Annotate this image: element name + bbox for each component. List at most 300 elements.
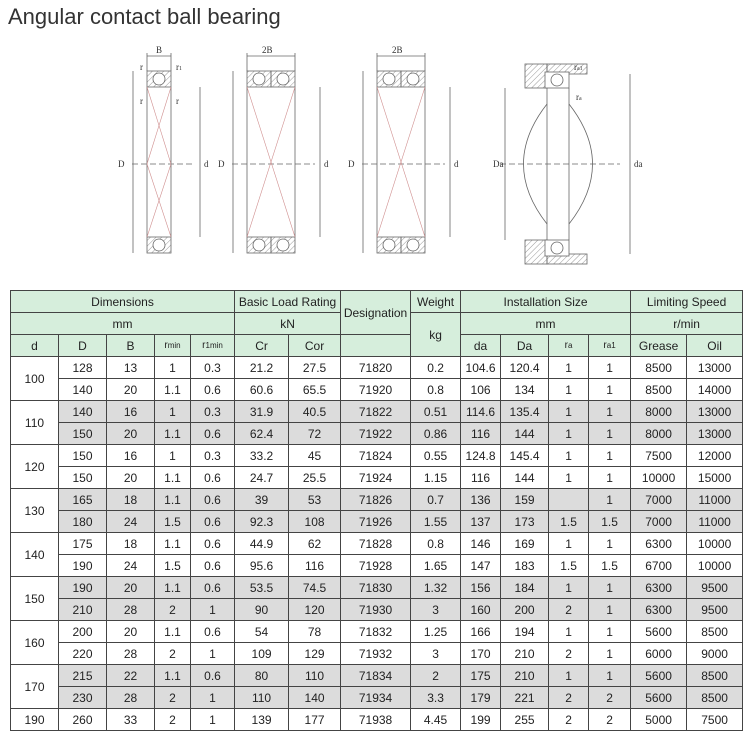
bearing-drawings <box>100 44 660 284</box>
cell-b: 20 <box>107 379 155 401</box>
header-weight: Weight <box>411 291 461 313</box>
single-bearing-drawing <box>132 53 200 253</box>
cell-da: 194 <box>501 621 549 643</box>
cell-designation: 71924 <box>341 467 411 489</box>
cell-b: 20 <box>107 621 155 643</box>
cell-oil: 8500 <box>687 665 743 687</box>
cell-bore-d: 130 <box>11 489 59 533</box>
cell-cor: 74.5 <box>289 577 341 599</box>
cell-r1min: 0.3 <box>191 357 235 379</box>
cell-cor: 62 <box>289 533 341 555</box>
cell-ra1: 1 <box>589 423 631 445</box>
cell-ra: 1 <box>549 423 589 445</box>
col-r1min: r1min <box>191 335 235 357</box>
cell-d: 150 <box>59 445 107 467</box>
paired-bearing-drawing-2 <box>362 53 450 253</box>
cell-ra: 1 <box>549 379 589 401</box>
col-cor: Cor <box>289 335 341 357</box>
header-dimensions: Dimensions <box>11 291 235 313</box>
cell-cor: 65.5 <box>289 379 341 401</box>
cell-ra1: 1 <box>589 577 631 599</box>
cell-da: 184 <box>501 577 549 599</box>
cell-r1min: 0.3 <box>191 401 235 423</box>
cell-cor: 40.5 <box>289 401 341 423</box>
cell-grease: 8000 <box>631 423 687 445</box>
cell-designation: 71920 <box>341 379 411 401</box>
cell-designation: 71928 <box>341 555 411 577</box>
cell-b: 18 <box>107 489 155 511</box>
cell-grease: 7000 <box>631 511 687 533</box>
cell-b: 22 <box>107 665 155 687</box>
cell-designation: 71926 <box>341 511 411 533</box>
cell-weight: 2 <box>411 665 461 687</box>
cell-da: 179 <box>461 687 501 709</box>
cell-weight: 0.8 <box>411 379 461 401</box>
col-cr: Cr <box>235 335 289 357</box>
cell-da: 134 <box>501 379 549 401</box>
cell-ra1: 1 <box>589 357 631 379</box>
page-title: Angular contact ball bearing <box>8 4 281 29</box>
cell-ra: 2 <box>549 709 589 731</box>
cell-cr: 95.6 <box>235 555 289 577</box>
paired-bearing-drawing-1 <box>232 53 320 253</box>
cell-designation: 71828 <box>341 533 411 555</box>
cell-bore-d: 150 <box>11 577 59 621</box>
table-row <box>11 379 743 401</box>
header-weight-unit: kg <box>411 313 461 357</box>
cell-cr: 90 <box>235 599 289 621</box>
header-installation: Installation Size <box>461 291 631 313</box>
cell-bore-d: 160 <box>11 621 59 665</box>
cell-rmin: 1.5 <box>155 555 191 577</box>
cell-designation: 71824 <box>341 445 411 467</box>
cell-r1min: 0.6 <box>191 467 235 489</box>
cell-bore-d: 100 <box>11 357 59 401</box>
label-d-inner-1: d <box>204 159 209 169</box>
cell-r1min: 1 <box>191 643 235 665</box>
cell-da: 135.4 <box>501 401 549 423</box>
cell-da: 116 <box>461 423 501 445</box>
cell-cr: 62.4 <box>235 423 289 445</box>
cell-cr: 44.9 <box>235 533 289 555</box>
label-2b-2: 2B <box>392 45 403 55</box>
cell-cor: 27.5 <box>289 357 341 379</box>
cell-cr: 53.5 <box>235 577 289 599</box>
cell-rmin: 2 <box>155 709 191 731</box>
cell-designation: 71820 <box>341 357 411 379</box>
cell-r1min: 1 <box>191 709 235 731</box>
cell-d: 260 <box>59 709 107 731</box>
cell-d: 230 <box>59 687 107 709</box>
cell-designation: 71830 <box>341 577 411 599</box>
cell-r1min: 0.6 <box>191 423 235 445</box>
table-row <box>11 709 743 731</box>
cell-weight: 1.15 <box>411 467 461 489</box>
cell-weight: 3 <box>411 643 461 665</box>
cell-ra1: 1 <box>589 445 631 467</box>
cell-bore-d: 110 <box>11 401 59 445</box>
cell-grease: 8500 <box>631 379 687 401</box>
cell-ra <box>549 489 589 511</box>
cell-ra: 1 <box>549 533 589 555</box>
cell-da: 166 <box>461 621 501 643</box>
table-row <box>11 489 743 511</box>
cell-b: 28 <box>107 687 155 709</box>
cell-grease: 6300 <box>631 599 687 621</box>
cell-grease: 8000 <box>631 401 687 423</box>
cell-da: 170 <box>461 643 501 665</box>
cell-designation: 71934 <box>341 687 411 709</box>
cell-ra: 1.5 <box>549 511 589 533</box>
col-B: B <box>107 335 155 357</box>
cell-da: 116 <box>461 467 501 489</box>
cell-weight: 4.45 <box>411 709 461 731</box>
header-load-rating: Basic Load Rating <box>235 291 341 313</box>
cell-cr: 109 <box>235 643 289 665</box>
cell-ra: 1 <box>549 665 589 687</box>
cell-b: 28 <box>107 599 155 621</box>
cell-r1min: 0.6 <box>191 665 235 687</box>
table-row <box>11 401 743 423</box>
cell-rmin: 1.1 <box>155 467 191 489</box>
cell-grease: 5000 <box>631 709 687 731</box>
cell-ra1: 1 <box>589 621 631 643</box>
cell-b: 20 <box>107 423 155 445</box>
cell-cor: 177 <box>289 709 341 731</box>
label-d-inner-3: d <box>454 159 459 169</box>
cell-rmin: 1.5 <box>155 511 191 533</box>
cell-b: 24 <box>107 555 155 577</box>
cell-ra1: 1.5 <box>589 555 631 577</box>
cell-designation: 71930 <box>341 599 411 621</box>
cell-cor: 116 <box>289 555 341 577</box>
cell-weight: 3.3 <box>411 687 461 709</box>
cell-cr: 24.7 <box>235 467 289 489</box>
label-da-inner: da <box>634 159 643 169</box>
cell-ra1: 1 <box>589 467 631 489</box>
cell-cor: 120 <box>289 599 341 621</box>
label-r: r <box>140 62 143 72</box>
cell-bore-d: 190 <box>11 709 59 731</box>
cell-grease: 5600 <box>631 621 687 643</box>
label-r-left: r <box>140 96 143 106</box>
cell-d: 150 <box>59 467 107 489</box>
cell-oil: 15000 <box>687 467 743 489</box>
cell-oil: 13000 <box>687 357 743 379</box>
cell-weight: 0.51 <box>411 401 461 423</box>
cell-rmin: 1.1 <box>155 577 191 599</box>
cell-d: 140 <box>59 401 107 423</box>
label-r1: r1 <box>176 62 182 72</box>
cell-ra: 1 <box>549 357 589 379</box>
cell-designation: 71834 <box>341 665 411 687</box>
cell-oil: 8500 <box>687 687 743 709</box>
cell-cr: 31.9 <box>235 401 289 423</box>
label-b: B <box>156 45 163 55</box>
cell-oil: 8500 <box>687 621 743 643</box>
cell-da: 183 <box>501 555 549 577</box>
table-row <box>11 555 743 577</box>
cell-grease: 7000 <box>631 489 687 511</box>
cell-oil: 9000 <box>687 643 743 665</box>
cell-ra1: 2 <box>589 687 631 709</box>
cell-weight: 0.2 <box>411 357 461 379</box>
cell-cor: 25.5 <box>289 467 341 489</box>
label-d-outer-3: D <box>348 159 355 169</box>
label-d-outer-2: D <box>218 159 225 169</box>
header-speed: Limiting Speed <box>631 291 743 313</box>
cell-grease: 7500 <box>631 445 687 467</box>
cell-r1min: 0.6 <box>191 379 235 401</box>
cell-rmin: 1.1 <box>155 379 191 401</box>
installation-drawing <box>500 64 630 264</box>
cell-d: 150 <box>59 423 107 445</box>
table-row <box>11 445 743 467</box>
cell-da: 199 <box>461 709 501 731</box>
cell-r1min: 0.6 <box>191 511 235 533</box>
cell-weight: 1.65 <box>411 555 461 577</box>
cell-grease: 8500 <box>631 357 687 379</box>
cell-oil: 13000 <box>687 401 743 423</box>
cell-cor: 108 <box>289 511 341 533</box>
table-row <box>11 467 743 489</box>
cell-d: 200 <box>59 621 107 643</box>
cell-cr: 39 <box>235 489 289 511</box>
cell-oil: 10000 <box>687 555 743 577</box>
col-ra: ra <box>549 335 589 357</box>
cell-da: 145.4 <box>501 445 549 467</box>
cell-d: 140 <box>59 379 107 401</box>
cell-ra: 1.5 <box>549 555 589 577</box>
cell-da: 144 <box>501 467 549 489</box>
cell-ra: 2 <box>549 643 589 665</box>
col-rmin: rmin <box>155 335 191 357</box>
cell-cor: 72 <box>289 423 341 445</box>
cell-da: 106 <box>461 379 501 401</box>
cell-d: 175 <box>59 533 107 555</box>
cell-ra: 1 <box>549 621 589 643</box>
cell-ra: 2 <box>549 687 589 709</box>
cell-ra1: 1 <box>589 665 631 687</box>
table-row <box>11 511 743 533</box>
cell-designation: 71932 <box>341 643 411 665</box>
cell-grease: 6300 <box>631 577 687 599</box>
cell-da: 114.6 <box>461 401 501 423</box>
cell-weight: 0.7 <box>411 489 461 511</box>
cell-b: 20 <box>107 467 155 489</box>
label-2b-1: 2B <box>262 45 273 55</box>
cell-d: 165 <box>59 489 107 511</box>
cell-rmin: 2 <box>155 643 191 665</box>
col-Da: Da <box>501 335 549 357</box>
cell-oil: 10000 <box>687 533 743 555</box>
cell-designation: 71938 <box>341 709 411 731</box>
cell-grease: 5600 <box>631 687 687 709</box>
cell-cr: 139 <box>235 709 289 731</box>
cell-r1min: 1 <box>191 687 235 709</box>
cell-ra: 1 <box>549 401 589 423</box>
cell-da: 144 <box>501 423 549 445</box>
cell-designation: 71826 <box>341 489 411 511</box>
cell-b: 16 <box>107 401 155 423</box>
cell-grease: 5600 <box>631 665 687 687</box>
header-designation: Designation <box>341 291 411 335</box>
cell-weight: 1.25 <box>411 621 461 643</box>
cell-rmin: 1.1 <box>155 665 191 687</box>
cell-r1min: 0.6 <box>191 555 235 577</box>
cell-b: 13 <box>107 357 155 379</box>
cell-bore-d: 170 <box>11 665 59 709</box>
cell-ra1: 1 <box>589 379 631 401</box>
cell-rmin: 1 <box>155 357 191 379</box>
cell-cr: 21.2 <box>235 357 289 379</box>
cell-rmin: 1.1 <box>155 621 191 643</box>
cell-bore-d: 120 <box>11 445 59 489</box>
cell-designation: 71832 <box>341 621 411 643</box>
cell-oil: 13000 <box>687 423 743 445</box>
cell-cor: 110 <box>289 665 341 687</box>
label-d-inner-2: d <box>324 159 329 169</box>
cell-oil: 9500 <box>687 599 743 621</box>
col-designation-spacer <box>341 335 411 357</box>
cell-da: 221 <box>501 687 549 709</box>
cell-cor: 78 <box>289 621 341 643</box>
cell-r1min: 0.3 <box>191 445 235 467</box>
cell-grease: 10000 <box>631 467 687 489</box>
cell-grease: 6700 <box>631 555 687 577</box>
cell-rmin: 1.1 <box>155 423 191 445</box>
cell-d: 210 <box>59 599 107 621</box>
cell-da: 137 <box>461 511 501 533</box>
cell-da: 255 <box>501 709 549 731</box>
cell-b: 16 <box>107 445 155 467</box>
cell-bore-d: 140 <box>11 533 59 577</box>
cell-da: 159 <box>501 489 549 511</box>
cell-cor: 45 <box>289 445 341 467</box>
cell-designation: 71922 <box>341 423 411 445</box>
cell-ra: 1 <box>549 445 589 467</box>
header-load-unit: kN <box>235 313 341 335</box>
cell-rmin: 1.1 <box>155 533 191 555</box>
cell-weight: 1.32 <box>411 577 461 599</box>
cell-rmin: 1 <box>155 445 191 467</box>
cell-cr: 54 <box>235 621 289 643</box>
cell-d: 190 <box>59 577 107 599</box>
cell-b: 18 <box>107 533 155 555</box>
cell-cr: 60.6 <box>235 379 289 401</box>
cell-rmin: 1.1 <box>155 489 191 511</box>
table-row <box>11 687 743 709</box>
cell-ra1: 1 <box>589 401 631 423</box>
cell-weight: 0.8 <box>411 533 461 555</box>
cell-ra1: 2 <box>589 709 631 731</box>
cell-r1min: 0.6 <box>191 621 235 643</box>
cell-grease: 6000 <box>631 643 687 665</box>
cell-cr: 33.2 <box>235 445 289 467</box>
table-row <box>11 577 743 599</box>
cell-cor: 129 <box>289 643 341 665</box>
cell-cr: 92.3 <box>235 511 289 533</box>
col-d: d <box>11 335 59 357</box>
header-speed-unit: r/min <box>631 313 743 335</box>
cell-cr: 80 <box>235 665 289 687</box>
cell-d: 220 <box>59 643 107 665</box>
cell-da: 104.6 <box>461 357 501 379</box>
cell-weight: 0.55 <box>411 445 461 467</box>
cell-da: 175 <box>461 665 501 687</box>
table-row <box>11 599 743 621</box>
cell-oil: 12000 <box>687 445 743 467</box>
col-da: da <box>461 335 501 357</box>
col-D: D <box>59 335 107 357</box>
cell-weight: 1.55 <box>411 511 461 533</box>
cell-cor: 140 <box>289 687 341 709</box>
cell-ra: 2 <box>549 599 589 621</box>
cell-designation: 71822 <box>341 401 411 423</box>
cell-oil: 11000 <box>687 489 743 511</box>
cell-ra1: 1 <box>589 599 631 621</box>
cell-b: 24 <box>107 511 155 533</box>
cell-da: 136 <box>461 489 501 511</box>
cell-weight: 3 <box>411 599 461 621</box>
cell-grease: 6300 <box>631 533 687 555</box>
label-r-right: r <box>176 96 179 106</box>
bearing-spec-table <box>10 290 743 731</box>
label-ra: ra <box>576 92 582 102</box>
cell-ra1: 1 <box>589 489 631 511</box>
cell-rmin: 2 <box>155 687 191 709</box>
cell-oil: 7500 <box>687 709 743 731</box>
header-installation-unit: mm <box>461 313 631 335</box>
cell-ra: 1 <box>549 467 589 489</box>
table-row <box>11 643 743 665</box>
cell-da: 147 <box>461 555 501 577</box>
table-row <box>11 423 743 445</box>
cell-da: 200 <box>501 599 549 621</box>
col-grease: Grease <box>631 335 687 357</box>
cell-r1min: 0.6 <box>191 577 235 599</box>
cell-d: 215 <box>59 665 107 687</box>
cell-da: 173 <box>501 511 549 533</box>
table-body <box>11 357 743 731</box>
cell-d: 128 <box>59 357 107 379</box>
cell-r1min: 0.6 <box>191 533 235 555</box>
label-ra1: ra1 <box>574 62 583 72</box>
table-row <box>11 621 743 643</box>
table-row <box>11 357 743 379</box>
cell-da: 210 <box>501 665 549 687</box>
cell-r1min: 1 <box>191 599 235 621</box>
cell-da: 120.4 <box>501 357 549 379</box>
cell-da: 124.8 <box>461 445 501 467</box>
cell-oil: 14000 <box>687 379 743 401</box>
table-row <box>11 665 743 687</box>
col-oil: Oil <box>687 335 743 357</box>
label-d-outer-1: D <box>118 159 125 169</box>
cell-cor: 53 <box>289 489 341 511</box>
cell-weight: 0.86 <box>411 423 461 445</box>
table-row <box>11 533 743 555</box>
cell-da: 156 <box>461 577 501 599</box>
cell-d: 180 <box>59 511 107 533</box>
label-da-outer: Da <box>493 159 504 169</box>
cell-b: 28 <box>107 643 155 665</box>
cell-da: 146 <box>461 533 501 555</box>
col-ra1: ra1 <box>589 335 631 357</box>
cell-rmin: 1 <box>155 401 191 423</box>
cell-ra1: 1 <box>589 643 631 665</box>
cell-oil: 11000 <box>687 511 743 533</box>
